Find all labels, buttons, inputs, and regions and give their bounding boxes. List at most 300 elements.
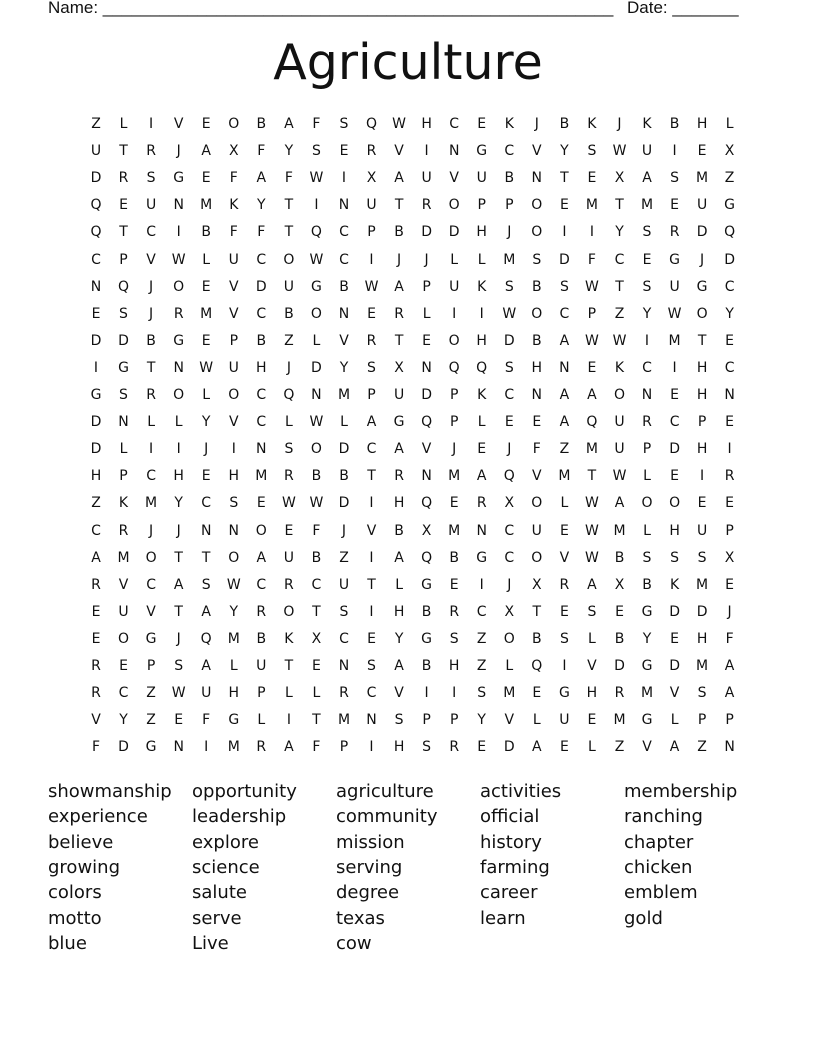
grid-letter[interactable]: L bbox=[505, 658, 514, 674]
grid-letter[interactable]: Y bbox=[257, 197, 266, 214]
grid-letter[interactable]: J bbox=[149, 522, 154, 539]
grid-letter[interactable]: M bbox=[200, 197, 213, 214]
grid-letter[interactable]: B bbox=[146, 332, 156, 349]
grid-letter[interactable]: L bbox=[587, 630, 596, 647]
grid-letter[interactable]: O bbox=[228, 116, 240, 132]
grid-letter[interactable]: A bbox=[394, 278, 404, 295]
grid-letter[interactable]: A bbox=[669, 739, 680, 756]
grid-letter[interactable]: B bbox=[256, 116, 267, 132]
grid-letter[interactable]: H bbox=[696, 441, 708, 458]
grid-letter[interactable]: C bbox=[559, 305, 570, 322]
grid-letter[interactable]: R bbox=[339, 685, 349, 702]
grid-letter[interactable]: C bbox=[339, 224, 349, 241]
grid-letter[interactable]: J bbox=[397, 251, 402, 268]
grid-letter[interactable]: I bbox=[452, 305, 457, 322]
grid-letter[interactable]: M bbox=[613, 522, 626, 539]
grid-letter[interactable]: C bbox=[724, 359, 735, 376]
grid-letter[interactable]: K bbox=[229, 197, 239, 214]
grid-letter[interactable]: H bbox=[696, 630, 708, 647]
grid-letter[interactable]: U bbox=[476, 170, 487, 187]
grid-letter[interactable]: M bbox=[585, 197, 598, 214]
grid-letter[interactable]: E bbox=[201, 468, 211, 485]
grid-letter[interactable]: E bbox=[449, 576, 459, 593]
grid-letter[interactable]: S bbox=[587, 143, 597, 160]
grid-letter[interactable]: N bbox=[531, 170, 543, 187]
grid-letter[interactable]: E bbox=[256, 495, 266, 512]
grid-letter[interactable]: I bbox=[700, 468, 705, 485]
grid-letter[interactable]: S bbox=[229, 495, 239, 512]
grid-letter[interactable]: Y bbox=[725, 305, 734, 322]
grid-letter[interactable]: D bbox=[118, 739, 129, 756]
grid-letter[interactable]: Q bbox=[283, 387, 295, 403]
grid-letter[interactable]: O bbox=[283, 603, 295, 620]
grid-letter[interactable]: N bbox=[366, 712, 377, 729]
grid-letter[interactable]: S bbox=[532, 251, 542, 268]
grid-letter[interactable]: J bbox=[424, 251, 429, 268]
grid-letter[interactable]: C bbox=[201, 495, 212, 512]
grid-letter[interactable]: V bbox=[146, 603, 156, 620]
grid-letter[interactable]: V bbox=[532, 468, 542, 485]
grid-letter[interactable]: M bbox=[117, 549, 130, 566]
grid-letter[interactable]: E bbox=[642, 251, 652, 268]
grid-letter[interactable]: O bbox=[255, 522, 267, 539]
grid-letter[interactable]: E bbox=[477, 441, 487, 458]
grid-letter[interactable]: M bbox=[503, 251, 516, 268]
grid-letter[interactable]: D bbox=[696, 224, 708, 241]
name-field[interactable]: Name: ______________________________________________________ bbox=[48, 0, 614, 17]
grid-letter[interactable]: I bbox=[589, 224, 594, 241]
grid-letter[interactable]: M bbox=[696, 576, 709, 593]
grid-letter[interactable]: J bbox=[700, 251, 705, 268]
grid-letter[interactable]: V bbox=[91, 712, 101, 729]
grid-letter[interactable]: C bbox=[256, 576, 267, 593]
grid-letter[interactable]: Y bbox=[284, 143, 294, 160]
grid-letter[interactable]: U bbox=[338, 576, 350, 593]
grid-letter[interactable]: I bbox=[369, 603, 374, 620]
grid-letter[interactable]: S bbox=[422, 739, 432, 756]
grid-letter[interactable]: N bbox=[173, 197, 184, 214]
grid-letter[interactable]: R bbox=[146, 387, 156, 403]
grid-letter[interactable]: T bbox=[532, 603, 542, 620]
grid-letter[interactable]: I bbox=[204, 739, 209, 756]
grid-letter[interactable]: L bbox=[340, 414, 348, 431]
grid-letter[interactable]: G bbox=[310, 278, 322, 295]
grid-letter[interactable]: O bbox=[503, 630, 515, 647]
grid-letter[interactable]: R bbox=[146, 143, 156, 160]
grid-letter[interactable]: T bbox=[394, 332, 404, 349]
date-field[interactable]: Date: _______ bbox=[627, 0, 739, 17]
grid-letter[interactable]: M bbox=[696, 170, 709, 187]
grid-letter[interactable]: P bbox=[477, 197, 486, 214]
grid-letter[interactable]: U bbox=[90, 143, 102, 160]
grid-letter[interactable]: F bbox=[312, 739, 321, 756]
grid-letter[interactable]: X bbox=[532, 576, 542, 593]
grid-letter[interactable]: R bbox=[173, 305, 184, 322]
grid-letter[interactable]: Y bbox=[119, 712, 128, 729]
grid-letter[interactable]: P bbox=[642, 441, 652, 458]
grid-letter[interactable]: H bbox=[448, 658, 460, 674]
grid-letter[interactable]: N bbox=[559, 359, 570, 376]
grid-letter[interactable]: N bbox=[421, 468, 432, 485]
grid-letter[interactable]: D bbox=[614, 658, 625, 674]
grid-letter[interactable]: J bbox=[149, 305, 154, 322]
grid-letter[interactable]: N bbox=[118, 414, 129, 431]
grid-letter[interactable]: I bbox=[341, 170, 347, 187]
grid-letter[interactable]: L bbox=[257, 712, 266, 729]
grid-letter[interactable]: V bbox=[118, 576, 129, 593]
grid-letter[interactable]: L bbox=[229, 658, 238, 674]
grid-letter[interactable]: W bbox=[309, 414, 324, 431]
grid-letter[interactable]: I bbox=[176, 441, 181, 458]
grid-letter[interactable]: D bbox=[311, 359, 322, 376]
grid-letter[interactable]: B bbox=[614, 549, 625, 566]
grid-letter[interactable]: M bbox=[448, 468, 461, 485]
grid-letter[interactable]: X bbox=[311, 630, 322, 647]
grid-letter[interactable]: L bbox=[119, 441, 128, 458]
grid-letter[interactable]: H bbox=[531, 359, 543, 376]
grid-letter[interactable]: U bbox=[201, 685, 212, 702]
grid-letter[interactable]: G bbox=[476, 549, 488, 566]
grid-letter[interactable]: T bbox=[367, 576, 376, 593]
grid-letter[interactable]: G bbox=[421, 576, 433, 593]
grid-letter[interactable]: T bbox=[201, 549, 211, 566]
grid-letter[interactable]: E bbox=[725, 576, 735, 593]
grid-letter[interactable]: W bbox=[309, 170, 324, 187]
grid-letter[interactable]: C bbox=[669, 414, 680, 431]
grid-letter[interactable]: L bbox=[532, 712, 541, 729]
grid-letter[interactable]: G bbox=[558, 685, 570, 702]
grid-letter[interactable]: V bbox=[504, 712, 515, 729]
grid-letter[interactable]: M bbox=[448, 522, 461, 539]
grid-letter[interactable]: B bbox=[614, 630, 625, 647]
grid-letter[interactable]: M bbox=[503, 685, 516, 702]
grid-letter[interactable]: T bbox=[560, 170, 569, 187]
grid-letter[interactable]: C bbox=[256, 414, 267, 431]
grid-letter[interactable]: K bbox=[504, 116, 514, 132]
grid-letter[interactable]: U bbox=[449, 278, 460, 295]
grid-letter[interactable]: S bbox=[119, 305, 128, 322]
grid-letter[interactable]: P bbox=[229, 332, 239, 349]
grid-letter[interactable]: A bbox=[284, 739, 294, 756]
grid-letter[interactable]: H bbox=[393, 739, 405, 756]
grid-letter[interactable]: J bbox=[341, 522, 347, 539]
grid-letter[interactable]: J bbox=[727, 603, 732, 620]
grid-letter[interactable]: U bbox=[228, 251, 239, 268]
grid-letter[interactable]: R bbox=[118, 170, 129, 187]
grid-letter[interactable]: R bbox=[91, 658, 101, 674]
grid-letter[interactable]: A bbox=[559, 387, 570, 403]
grid-letter[interactable]: X bbox=[504, 495, 515, 512]
grid-letter[interactable]: I bbox=[479, 576, 484, 593]
grid-letter[interactable]: E bbox=[477, 739, 487, 756]
grid-letter[interactable]: W bbox=[584, 332, 599, 349]
grid-letter[interactable]: E bbox=[615, 603, 624, 620]
grid-letter[interactable]: W bbox=[309, 495, 324, 512]
grid-letter[interactable]: C bbox=[449, 116, 460, 132]
grid-letter[interactable]: I bbox=[644, 332, 650, 349]
grid-letter[interactable]: Y bbox=[560, 143, 569, 160]
grid-letter[interactable]: W bbox=[584, 278, 599, 295]
grid-letter[interactable]: Q bbox=[117, 278, 130, 295]
grid-letter[interactable]: O bbox=[310, 305, 322, 322]
grid-letter[interactable]: J bbox=[507, 224, 512, 241]
grid-letter[interactable]: C bbox=[256, 251, 267, 268]
grid-letter[interactable]: S bbox=[697, 685, 707, 702]
grid-letter[interactable]: P bbox=[725, 522, 734, 539]
grid-letter[interactable]: V bbox=[229, 305, 239, 322]
grid-letter[interactable]: T bbox=[697, 332, 707, 349]
grid-letter[interactable]: C bbox=[91, 522, 101, 539]
grid-letter[interactable]: J bbox=[452, 441, 457, 458]
grid-letter[interactable]: P bbox=[422, 278, 431, 295]
grid-letter[interactable]: B bbox=[421, 658, 432, 674]
grid-letter[interactable]: J bbox=[176, 630, 181, 647]
grid-letter[interactable]: E bbox=[201, 278, 211, 295]
grid-letter[interactable]: A bbox=[366, 414, 377, 431]
grid-letter[interactable]: W bbox=[392, 116, 407, 132]
grid-letter[interactable]: A bbox=[614, 495, 625, 512]
grid-letter[interactable]: T bbox=[284, 658, 294, 674]
grid-letter[interactable]: O bbox=[173, 387, 185, 403]
grid-letter[interactable]: Q bbox=[476, 359, 488, 376]
grid-letter[interactable]: U bbox=[531, 522, 542, 539]
grid-letter[interactable]: R bbox=[256, 603, 267, 620]
grid-letter[interactable]: E bbox=[311, 658, 321, 674]
grid-letter[interactable]: A bbox=[587, 576, 597, 593]
grid-letter[interactable]: Q bbox=[531, 658, 543, 674]
grid-letter[interactable]: T bbox=[615, 197, 624, 214]
grid-letter[interactable]: G bbox=[476, 143, 488, 160]
grid-letter[interactable]: T bbox=[174, 549, 183, 566]
grid-letter[interactable]: O bbox=[117, 630, 130, 647]
grid-letter[interactable]: R bbox=[642, 414, 652, 431]
grid-letter[interactable]: X bbox=[366, 170, 377, 187]
grid-letter[interactable]: A bbox=[394, 170, 404, 187]
grid-letter[interactable]: E bbox=[174, 712, 184, 729]
grid-letter[interactable]: N bbox=[421, 359, 432, 376]
grid-letter[interactable]: H bbox=[393, 495, 405, 512]
grid-letter[interactable]: I bbox=[149, 116, 154, 132]
grid-letter[interactable]: N bbox=[200, 522, 212, 539]
grid-letter[interactable]: I bbox=[369, 549, 374, 566]
grid-letter[interactable]: W bbox=[612, 468, 627, 485]
grid-letter[interactable]: H bbox=[228, 685, 240, 702]
grid-letter[interactable]: E bbox=[504, 414, 514, 431]
grid-letter[interactable]: P bbox=[697, 414, 707, 431]
grid-letter[interactable]: Q bbox=[586, 414, 598, 431]
grid-letter[interactable]: D bbox=[503, 332, 515, 349]
grid-letter[interactable]: T bbox=[284, 224, 294, 241]
grid-letter[interactable]: D bbox=[696, 603, 708, 620]
grid-letter[interactable]: O bbox=[283, 251, 295, 268]
grid-letter[interactable]: P bbox=[367, 224, 376, 241]
grid-letter[interactable]: G bbox=[641, 658, 653, 674]
grid-letter[interactable]: D bbox=[118, 332, 129, 349]
grid-letter[interactable]: A bbox=[201, 143, 211, 160]
grid-letter[interactable]: C bbox=[256, 305, 267, 322]
grid-letter[interactable]: U bbox=[696, 522, 708, 539]
grid-letter[interactable]: M bbox=[613, 712, 626, 729]
grid-letter[interactable]: K bbox=[118, 495, 129, 512]
grid-letter[interactable]: E bbox=[422, 332, 432, 349]
grid-letter[interactable]: H bbox=[256, 359, 267, 376]
grid-letter[interactable]: S bbox=[587, 603, 597, 620]
grid-letter[interactable]: Q bbox=[90, 197, 102, 214]
grid-letter[interactable]: A bbox=[201, 658, 211, 674]
grid-letter[interactable]: Y bbox=[174, 495, 183, 512]
grid-letter[interactable]: D bbox=[669, 441, 680, 458]
grid-letter[interactable]: N bbox=[531, 387, 543, 403]
grid-letter[interactable]: R bbox=[724, 468, 735, 485]
grid-letter[interactable]: T bbox=[312, 603, 321, 620]
grid-letter[interactable]: Z bbox=[614, 739, 625, 756]
grid-letter[interactable]: V bbox=[394, 685, 404, 702]
grid-letter[interactable]: V bbox=[339, 332, 349, 349]
grid-letter[interactable]: A bbox=[394, 441, 404, 458]
grid-letter[interactable]: M bbox=[255, 468, 268, 485]
grid-letter[interactable]: B bbox=[339, 278, 349, 295]
grid-letter[interactable]: H bbox=[586, 685, 598, 702]
grid-letter[interactable]: L bbox=[202, 387, 211, 403]
grid-letter[interactable]: I bbox=[369, 739, 374, 756]
grid-letter[interactable]: O bbox=[173, 278, 185, 295]
grid-letter[interactable]: H bbox=[393, 603, 405, 620]
grid-letter[interactable]: E bbox=[725, 414, 735, 431]
grid-letter[interactable]: S bbox=[697, 549, 707, 566]
grid-letter[interactable]: L bbox=[670, 712, 679, 729]
grid-letter[interactable]: J bbox=[286, 359, 291, 376]
grid-letter[interactable]: S bbox=[201, 576, 211, 593]
grid-letter[interactable]: E bbox=[532, 685, 542, 702]
grid-letter[interactable]: V bbox=[532, 143, 542, 160]
grid-letter[interactable]: E bbox=[587, 712, 597, 729]
grid-letter[interactable]: N bbox=[173, 739, 184, 756]
grid-letter[interactable]: L bbox=[422, 305, 431, 322]
grid-letter[interactable]: N bbox=[448, 143, 460, 160]
grid-letter[interactable]: H bbox=[476, 224, 487, 241]
grid-letter[interactable]: L bbox=[477, 251, 486, 268]
grid-letter[interactable]: F bbox=[312, 522, 321, 539]
grid-letter[interactable]: E bbox=[670, 630, 680, 647]
grid-letter[interactable]: Y bbox=[201, 414, 211, 431]
grid-letter[interactable]: D bbox=[421, 224, 432, 241]
grid-letter[interactable]: Z bbox=[697, 739, 707, 756]
grid-letter[interactable]: I bbox=[424, 685, 429, 702]
grid-letter[interactable]: G bbox=[724, 197, 736, 214]
grid-letter[interactable]: E bbox=[559, 522, 569, 539]
grid-letter[interactable]: T bbox=[615, 278, 624, 295]
grid-letter[interactable]: O bbox=[531, 305, 543, 322]
grid-letter[interactable]: X bbox=[421, 522, 432, 539]
grid-letter[interactable]: C bbox=[146, 576, 156, 593]
grid-letter[interactable]: S bbox=[174, 658, 184, 674]
grid-letter[interactable]: M bbox=[227, 630, 240, 647]
grid-letter[interactable]: M bbox=[227, 739, 240, 756]
grid-letter[interactable]: B bbox=[421, 603, 432, 620]
grid-letter[interactable]: M bbox=[640, 197, 654, 214]
grid-letter[interactable]: T bbox=[119, 143, 128, 160]
grid-letter[interactable]: G bbox=[421, 630, 433, 647]
grid-letter[interactable]: D bbox=[503, 739, 515, 756]
grid-letter[interactable]: W bbox=[281, 495, 296, 512]
grid-letter[interactable]: K bbox=[614, 359, 625, 376]
grid-letter[interactable]: A bbox=[532, 739, 542, 756]
grid-letter[interactable]: V bbox=[669, 685, 680, 702]
grid-letter[interactable]: U bbox=[669, 278, 680, 295]
grid-letter[interactable]: K bbox=[642, 116, 652, 132]
grid-letter[interactable]: U bbox=[366, 197, 377, 214]
grid-letter[interactable]: B bbox=[256, 630, 267, 647]
grid-letter[interactable]: R bbox=[284, 576, 294, 593]
grid-letter[interactable]: A bbox=[724, 685, 735, 702]
grid-letter[interactable]: C bbox=[91, 251, 101, 268]
grid-letter[interactable]: W bbox=[226, 576, 241, 593]
grid-letter[interactable]: Z bbox=[91, 495, 101, 512]
grid-letter[interactable]: K bbox=[284, 630, 294, 647]
grid-letter[interactable]: Z bbox=[614, 305, 625, 322]
grid-letter[interactable]: I bbox=[727, 441, 732, 458]
grid-letter[interactable]: E bbox=[587, 359, 597, 376]
grid-letter[interactable]: W bbox=[171, 251, 186, 268]
grid-letter[interactable]: I bbox=[479, 305, 484, 322]
grid-letter[interactable]: C bbox=[146, 224, 156, 241]
grid-letter[interactable]: T bbox=[367, 468, 376, 485]
grid-letter[interactable]: S bbox=[339, 603, 349, 620]
grid-letter[interactable]: G bbox=[145, 739, 157, 756]
grid-letter[interactable]: U bbox=[614, 414, 625, 431]
grid-letter[interactable]: O bbox=[145, 549, 157, 566]
grid-letter[interactable]: E bbox=[477, 116, 487, 132]
grid-letter[interactable]: U bbox=[559, 712, 570, 729]
grid-letter[interactable]: A bbox=[394, 549, 404, 566]
grid-letter[interactable]: S bbox=[670, 549, 680, 566]
grid-letter[interactable]: E bbox=[587, 170, 597, 187]
grid-letter[interactable]: H bbox=[669, 522, 680, 539]
grid-letter[interactable]: J bbox=[176, 143, 181, 160]
grid-letter[interactable]: N bbox=[338, 305, 350, 322]
grid-letter[interactable]: E bbox=[367, 305, 376, 322]
grid-letter[interactable]: L bbox=[312, 332, 321, 349]
grid-letter[interactable]: A bbox=[476, 468, 487, 485]
grid-letter[interactable]: G bbox=[669, 251, 681, 268]
grid-letter[interactable]: F bbox=[229, 224, 238, 241]
grid-letter[interactable]: C bbox=[504, 143, 515, 160]
grid-letter[interactable]: T bbox=[284, 197, 294, 214]
grid-letter[interactable]: B bbox=[531, 278, 542, 295]
grid-letter[interactable]: D bbox=[338, 495, 350, 512]
grid-letter[interactable]: E bbox=[91, 305, 101, 322]
grid-letter[interactable]: Z bbox=[559, 441, 570, 458]
grid-letter[interactable]: I bbox=[424, 143, 429, 160]
grid-letter[interactable]: F bbox=[229, 170, 238, 187]
grid-letter[interactable]: V bbox=[421, 441, 432, 458]
grid-letter[interactable]: X bbox=[614, 170, 625, 187]
grid-letter[interactable]: P bbox=[339, 739, 349, 756]
grid-letter[interactable]: Z bbox=[91, 116, 101, 132]
grid-letter[interactable]: W bbox=[584, 495, 599, 512]
grid-letter[interactable]: B bbox=[311, 549, 322, 566]
grid-letter[interactable]: R bbox=[284, 468, 294, 485]
grid-letter[interactable]: R bbox=[449, 603, 460, 620]
grid-letter[interactable]: B bbox=[531, 630, 542, 647]
grid-letter[interactable]: M bbox=[337, 387, 351, 403]
grid-letter[interactable]: X bbox=[504, 603, 515, 620]
grid-letter[interactable]: E bbox=[670, 197, 680, 214]
grid-letter[interactable]: E bbox=[532, 414, 542, 431]
grid-letter[interactable]: Z bbox=[476, 658, 487, 674]
grid-letter[interactable]: I bbox=[562, 658, 567, 674]
grid-letter[interactable]: T bbox=[119, 224, 128, 241]
